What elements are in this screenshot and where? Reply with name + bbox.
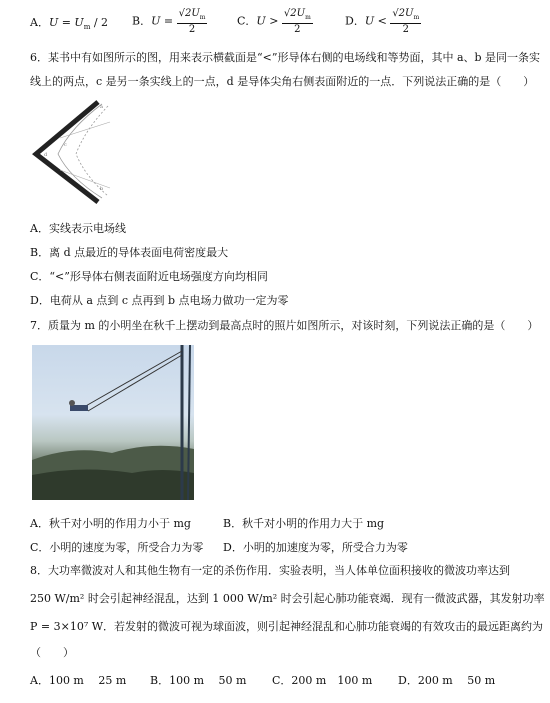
swing-photo-illustration [32,345,194,500]
q7-option-b: B．秋千对小明的作用力大于 mg [223,517,385,530]
conductor-field-diagram [30,98,122,208]
svg-text:d: d [44,152,48,158]
q5-option-b: B．U = $\frac{√2U_m}{2}$ [132,8,206,35]
q7-option-a: A．秋千对小明的作用力小于 mg [30,517,191,530]
q8-stem-line-1: 8．大功率微波对人和其他生物有一定的杀伤作用．实验表明，当人体单位面积接收的微波功率达到 [30,564,510,577]
q7-option-d: D．小明的加速度为零，所受合力为零 [223,541,408,554]
q5-option-d: D．U < $\frac{√2U_m}{2}$ [345,8,420,35]
q6-option-b: B．离 d 点最近的导体表面电荷密度最大 [30,246,229,259]
q7-stem: 7．质量为 m 的小明坐在秋千上摆动到最高点时的照片如图所示，对该时刻，下列说法正确的是（ ） [30,319,539,332]
q5-option-b-fraction: $\frac{√2U_m}{2}$ [178,8,206,35]
q8-option-c: C．200 m 100 m [272,674,373,687]
q6-option-d: D．电荷从 a 点到 c 点再到 b 点电场力做功一定为零 [30,294,289,307]
q8-option-b: B．100 m 50 m [150,674,247,687]
swing-photo [32,345,194,500]
q6-stem-line-2: 线上的两点，c 是另一条实线上的一点，d 是导体尖角右侧表面附近的一点．下列说法正确的是（ ） [30,75,535,88]
q5-option-c: C．U > $\frac{√2U_m}{2}$ [237,8,311,35]
q5-option-a: A．$U = U_m / 2$ [30,16,109,32]
q8-option-a: A．100 m 25 m [30,674,127,687]
q8-stem-line-2: 250 W/m² 时会引起神经混乱，达到 1 000 W/m² 时会引起心肺功能衰竭．现有一微波武器，其发射功率 [30,592,545,605]
q6-option-c: C．“<”形导体右侧表面附近电场强度方向均相同 [30,270,268,283]
q6-stem-line-1: 6．某书中有如图所示的图，用来表示横截面是“<”形导体右侧的电场线和等势面，其中 a、b 是同一条实 [30,51,541,64]
q8-stem-line-3: P = 3×10⁷ W．若发射的微波可视为球面波，则引起神经混乱和心肺功能衰竭的有效攻击的最远距离约为 [30,620,544,633]
q5-option-c-fraction: $\frac{√2U_m}{2}$ [283,8,311,35]
q8-option-d: D．200 m 50 m [398,674,496,687]
svg-text:b: b [100,186,104,192]
svg-text:c: c [64,142,67,148]
q5-option-d-fraction: $\frac{√2U_m}{2}$ [392,8,420,35]
q6-option-a: A．实线表示电场线 [30,222,126,235]
q7-option-c: C．小明的速度为零，所受合力为零 [30,541,204,554]
q8-stem-line-4: （ ） [30,646,74,659]
svg-text:a: a [100,104,103,110]
